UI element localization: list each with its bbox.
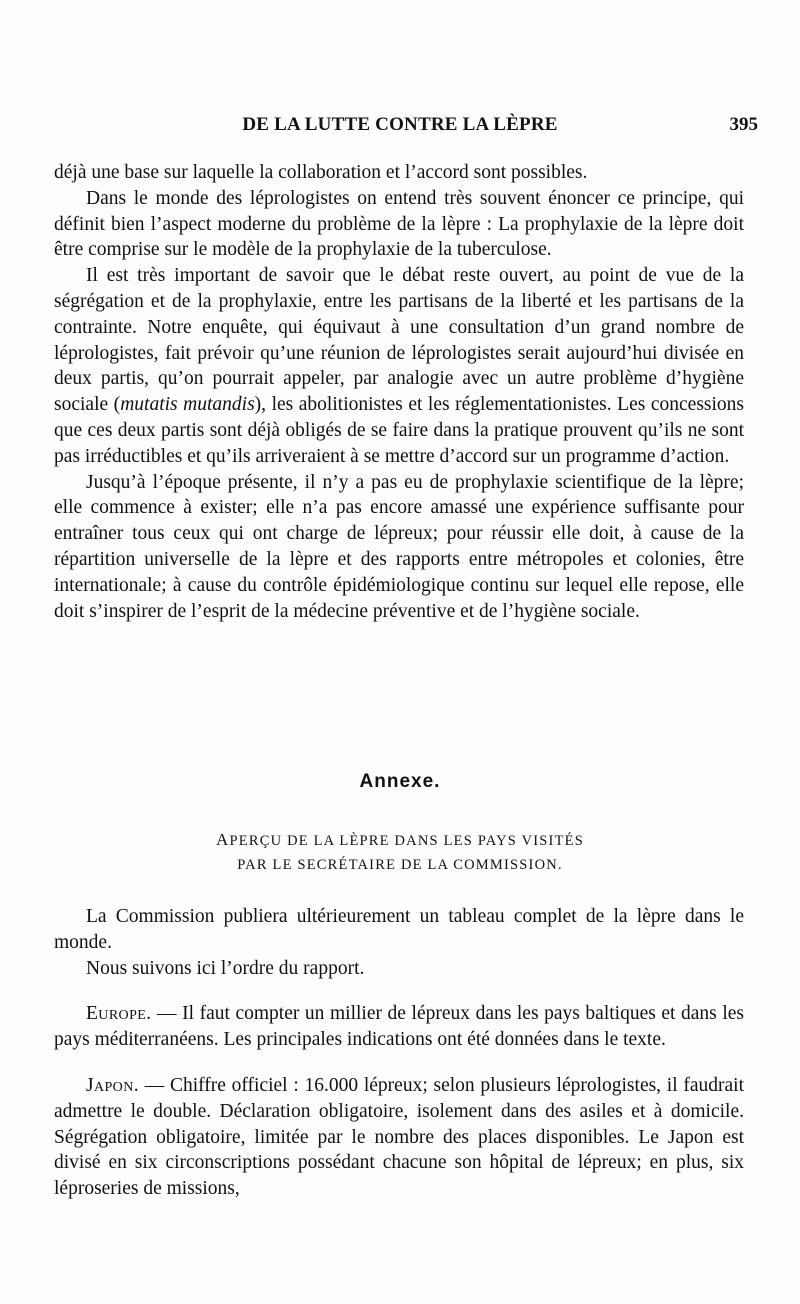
annex-paragraph-ordre: Nous suivons ici l’ordre du rapport.	[86, 957, 365, 979]
paragraph-prophylaxie-scientifique: Jusqu’à l’époque présente, il n’y a pas eu de prophylaxie scientifique de la lèpre; elle commence à exister; elle n’a pas encore amassé une expérience suffisante pour entraîner tous ceux qui ont charge de lépreux; pour réussir elle doit, à cause de la répartition universelle de la lèpre et des rapports entre métropoles et colonies, être internationale; à cause du contrôle épidémiologique continu sur lequel elle repose, elle doit s’inspirer de l’esprit de la médecine préventive et de l’hygiène sociale.	[54, 471, 744, 622]
section-heading-japon: Japon.	[86, 1074, 139, 1096]
annex-text	[54, 904, 744, 1202]
annex-paragraph-commission: La Commission publiera ultérieurement un tableau complet de la lèpre dans le monde.	[54, 906, 744, 953]
running-title: DE LA LUTTE CONTRE LA LÈPRE	[242, 114, 558, 135]
subtitle-rest: PERÇU DE LA LÈPRE DANS LES PAYS VISITÉS	[229, 833, 584, 849]
annex-subtitle-line-2: PAR LE SECRÉTAIRE DE LA COMMISSION.	[237, 857, 563, 873]
paragraph-prophylaxie-principle: Dans le monde des léprologistes on entend très souvent énoncer ce principe, qui définit bien l’aspect moderne du problème de la lèpre : La prophylaxie de la lèpre doit être comprise sur le modèle de la prophylaxie de la tuberculose.	[54, 187, 744, 261]
annex-paragraph-japon	[54, 1073, 744, 1202]
paragraph-continuation: déjà une base sur laquelle la collaboration et l’accord sont possibles.	[54, 162, 588, 183]
page-number: 395	[729, 114, 758, 135]
annex-title: Annexe.	[359, 771, 441, 792]
paragraph-text: ), les abolitionistes et les réglementationistes. Les concessions que ces deux partis sont déjà obligés de se faire dans la pratique prouvent qu’ils ne sont pas irréductibles et qu’ils arriveraient à se mettre d’accord sur un programme d’action.	[54, 394, 745, 467]
subtitle-initial: A	[216, 830, 230, 849]
annex-subtitle-line-1	[0, 828, 800, 853]
main-text	[54, 160, 744, 624]
paragraph-text: — Chiffre officiel : 16.000 lépreux; selon plusieurs léprologistes, il faudrait admettre le double. Déclaration obligatoire, isolement dans des asiles et à domicile. Ségrégation obligatoire, limitée par le nombre des places disponibles. Le Japon est divisé en six circonscriptions possédant chacune son hôpital de lépreux; en plus, six léproseries de missions,	[54, 1074, 744, 1200]
italic-phrase: mutatis mutandis	[120, 394, 255, 416]
paragraph-debat-segregation	[54, 263, 744, 469]
paragraph-text: — Il faut compter un millier de lépreux dans les pays baltiques et dans les pays méditerranéens. Les principales indications ont été données dans le texte.	[54, 1003, 744, 1051]
paragraph-text: Il est très important de savoir que le débat reste ouvert, au point de vue de la ségrégation et de la prophylaxie, entre les partisans de la liberté et les partisans de la contrainte. Notre enquête, qui équivaut à une consultation d’un grand nombre de léprologistes, fait prévoir qu’une réunion de léprologistes serait aujourd’hui divisée en deux partis, qu’on pourrait appeler, par analogie avec un autre problème d’hygiène sociale (	[54, 265, 744, 416]
page-header	[0, 114, 800, 144]
annex-subtitle	[0, 828, 800, 877]
section-heading-europe: Europe.	[86, 1003, 152, 1025]
annex-paragraph-europe	[54, 1001, 744, 1053]
